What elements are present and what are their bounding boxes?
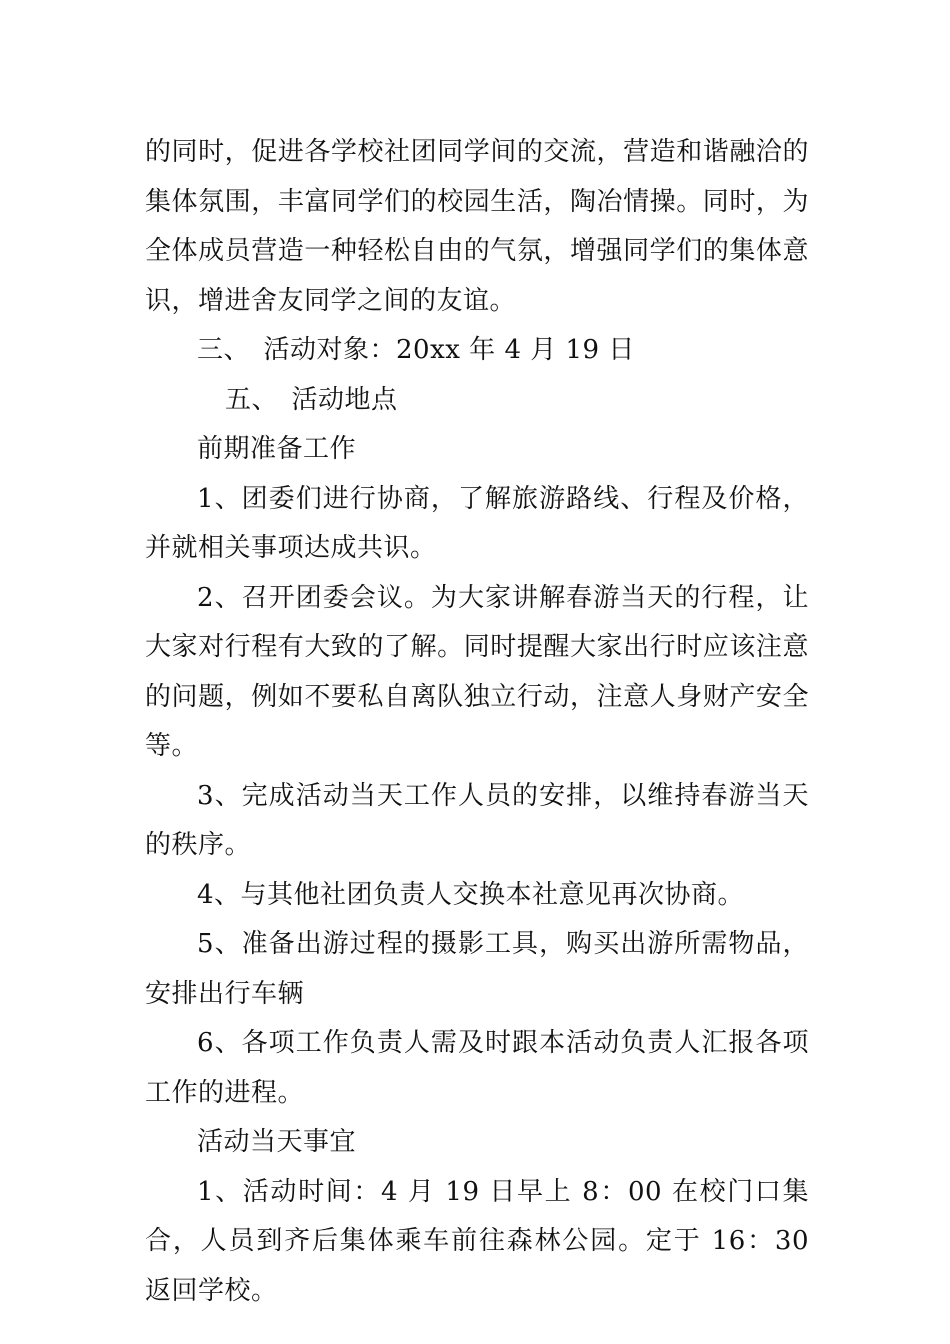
prep-item-4: 4、与其他社团负责人交换本社意见再次协商。 [197, 879, 745, 910]
event-item-1: 1、活动时间：4 月 19 日早上 8：00 在校门口集合，人员到齐后集体乘车前往森林公园。定于 16：30 返回学校。 [145, 1176, 809, 1306]
section-activity-location: 五、 活动地点 [225, 384, 398, 415]
heading-event-day: 活动当天事宜 [197, 1127, 357, 1157]
paragraph-continuation: 的同时，促进各学校社团同学间的交流，营造和谐融洽的集体氛围，丰富同学们的校园生活，陶冶情操。同时，为全体成员营造一种轻松自由的气氛，增强同学们的集体意识，增进舍友同学之间的友谊。 [145, 137, 809, 316]
prep-item-5: 5、准备出游过程的摄影工具，购买出游所需物品，安排出行车辆 [145, 929, 809, 1009]
prep-item-3: 3、完成活动当天工作人员的安排，以维持春游当天的秩序。 [145, 780, 809, 860]
prep-item-2: 2、召开团委会议。为大家讲解春游当天的行程，让大家对行程有大致的了解。同时提醒大家出行时应该注意的问题，例如不要私自离队独立行动，注意人身财产安全等。 [145, 582, 809, 761]
section-activity-target: 三、 活动对象：20xx 年 4 月 19 日 [197, 335, 635, 365]
document-body [145, 128, 809, 1316]
prep-item-1: 1、团委们进行协商，了解旅游路线、行程及价格，并就相关事项达成共识。 [145, 483, 809, 563]
prep-item-6: 6、各项工作负责人需及时跟本活动负责人汇报各项工作的进程。 [145, 1028, 809, 1108]
heading-preparation: 前期准备工作 [197, 434, 357, 464]
